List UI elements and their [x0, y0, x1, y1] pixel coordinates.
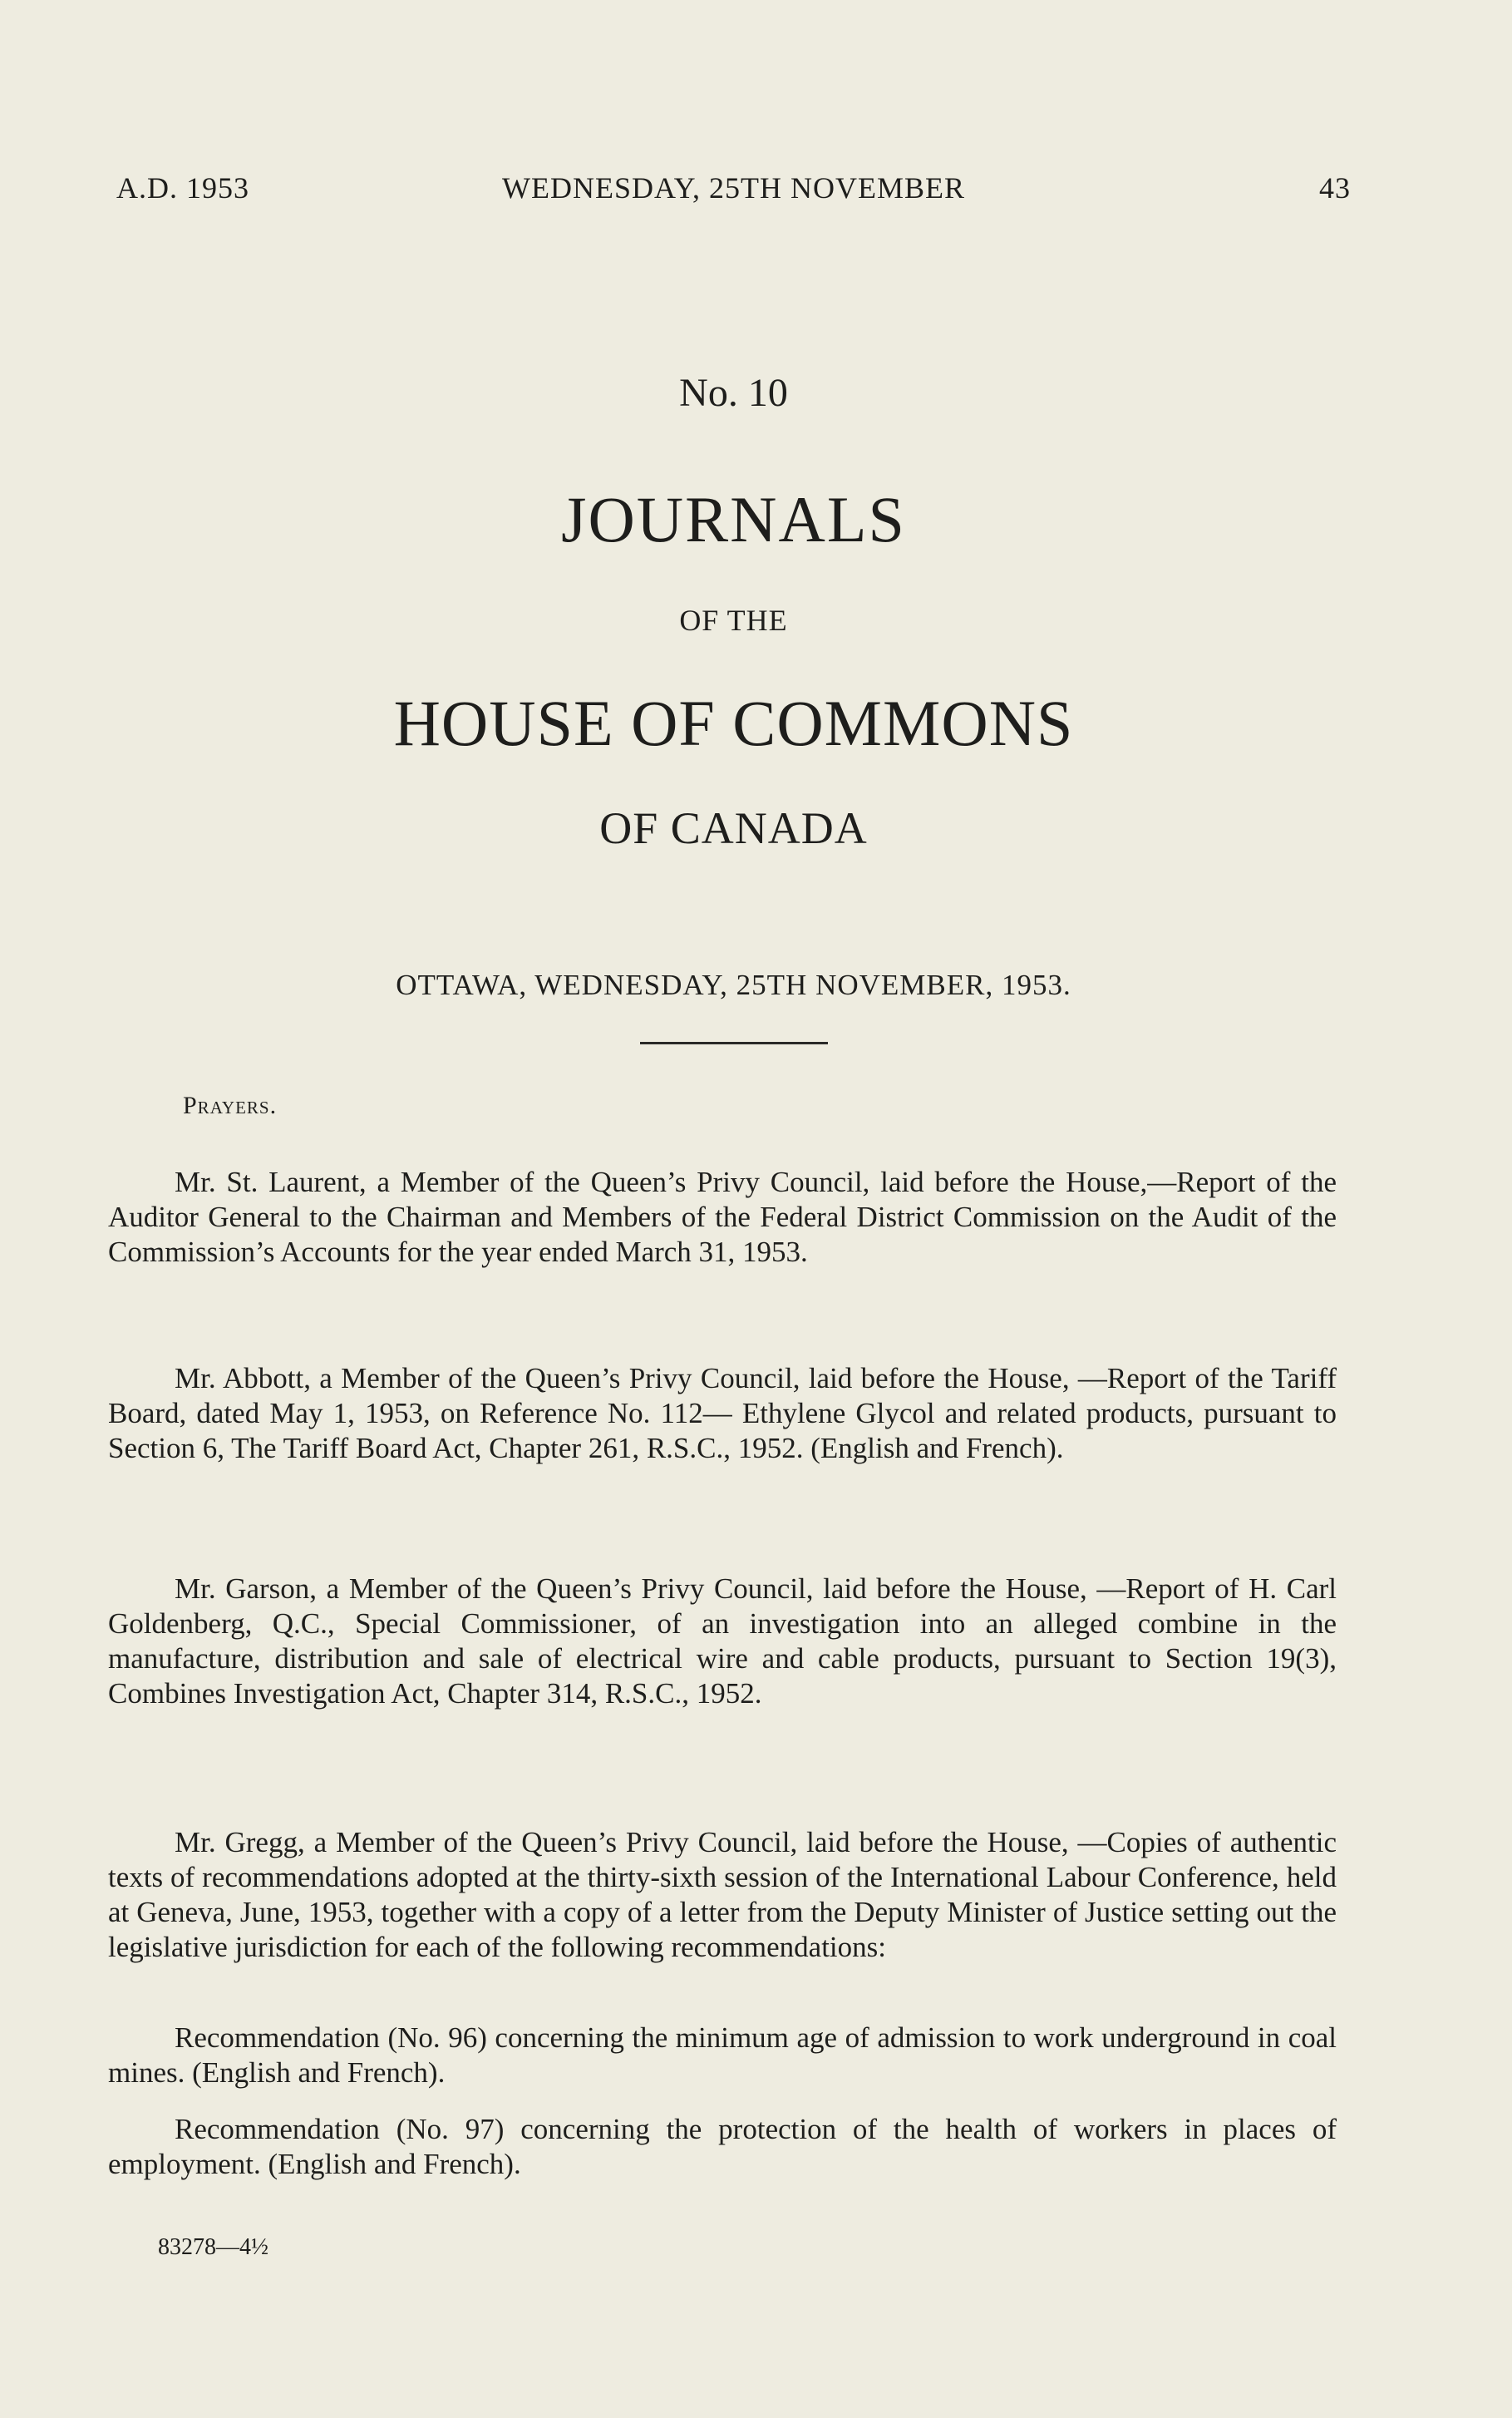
recommendation-96	[108, 2021, 1337, 2090]
recommendation-text: Recommendation (No. 96) concerning the minimum age of admission to work underground in coal mines. (English and French).	[108, 2021, 1337, 2089]
prayers-heading: Prayers.	[183, 1092, 278, 1119]
paragraph-st-laurent	[108, 1165, 1337, 1270]
divider-rule	[640, 1042, 828, 1044]
running-head-year: A.D. 1953	[116, 171, 249, 205]
paragraph-text: Mr. Abbott, a Member of the Queen’s Privy Council, laid before the House, —Report of the Tariff Board, dated May 1, 1953, on Reference No. 112— Ethylene Glycol and related products, pursuant to Section 6, The Tariff Board Act, Chapter 261, R.S.C., 1952. (English and French).	[108, 1362, 1337, 1464]
paragraph-garson	[108, 1572, 1337, 1711]
page-number: 43	[1319, 171, 1351, 205]
running-head	[116, 170, 1351, 212]
recommendation-97	[108, 2112, 1337, 2182]
paragraph-abbott	[108, 1361, 1337, 1466]
paragraph-text: Mr. Garson, a Member of the Queen’s Privy Council, laid before the House, —Report of H. Carl Goldenberg, Q.C., Special Commissioner, of an investigation into an alleged combine in the manufacture, distribution and sale of electrical wire and cable products, pursuant to Section 19(3), Combines Investigation Act, Chapter 314, R.S.C., 1952.	[108, 1572, 1337, 1710]
recommendation-text: Recommendation (No. 97) concerning the protection of the health of workers in places of employment. (English and French).	[108, 2113, 1337, 2180]
issue-number: No. 10	[679, 371, 788, 415]
paragraph-text: Mr. St. Laurent, a Member of the Queen’s Privy Council, laid before the House,—Report of the Auditor General to the Chairman and Members of the Federal District Commission on the Audit of the Commission’s Accounts for the year ended March 31, 1953.	[108, 1166, 1337, 1268]
of-canada-subtitle: OF CANADA	[599, 803, 868, 853]
of-the-subtitle: OF THE	[679, 604, 788, 637]
house-of-commons-title: HOUSE OF COMMONS	[393, 687, 1074, 759]
paragraph-gregg	[108, 1825, 1337, 1965]
journals-title: JOURNALS	[561, 483, 906, 555]
dateline: OTTAWA, WEDNESDAY, 25TH NOVEMBER, 1953.	[396, 969, 1071, 1001]
paragraph-text: Mr. Gregg, a Member of the Queen’s Privy Council, laid before the House, —Copies of authentic texts of recommendations adopted at the thirty-sixth session of the International Labour Conference, held at Geneva, June, 1953, together with a copy of a letter from the Deputy Minister of Justice setting out the legislative jurisdiction for each of the following recommendations:	[108, 1826, 1337, 1963]
running-head-date: WEDNESDAY, 25TH NOVEMBER	[501, 171, 966, 205]
printer-signature-mark: 83278—4½	[158, 2234, 268, 2260]
